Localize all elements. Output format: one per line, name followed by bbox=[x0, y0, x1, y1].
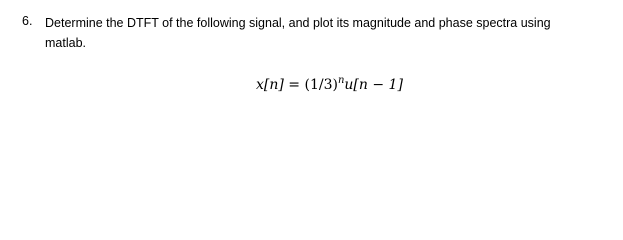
equation-exponent: n bbox=[337, 75, 345, 86]
signal-equation bbox=[256, 76, 403, 94]
equation-equals: = bbox=[288, 77, 301, 93]
problem-text-line2: matlab. bbox=[45, 36, 86, 50]
equation-rhs: u[n − 1] bbox=[344, 77, 403, 93]
problem-text-line1: Determine the DTFT of the following signal, and plot its magnitude and phase spectra using bbox=[45, 16, 551, 30]
equation-base: (1/3) bbox=[304, 77, 338, 93]
problem-number: 6. bbox=[22, 14, 33, 28]
equation-lhs: x[n] bbox=[256, 77, 284, 93]
problem-statement bbox=[45, 13, 617, 53]
